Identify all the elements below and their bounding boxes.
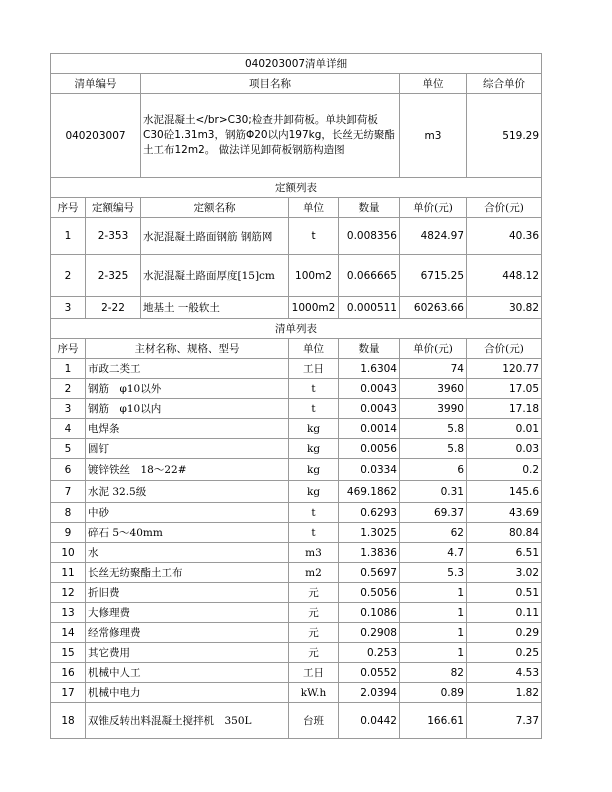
quota-price: 60263.66 bbox=[400, 297, 467, 319]
material-price: 5.8 bbox=[400, 419, 467, 439]
material-no: 5 bbox=[51, 439, 86, 459]
material-name: 电焊条 bbox=[86, 419, 289, 439]
quota-unit: 100m2 bbox=[289, 255, 339, 297]
material-unit: 元 bbox=[289, 583, 339, 603]
material-qty: 0.5056 bbox=[339, 583, 400, 603]
material-no: 3 bbox=[51, 399, 86, 419]
material-total: 145.6 bbox=[467, 481, 542, 503]
material-name: 圆钉 bbox=[86, 439, 289, 459]
quota-code: 2-22 bbox=[86, 297, 141, 319]
material-no: 12 bbox=[51, 583, 86, 603]
col-header-name: 项目名称 bbox=[141, 74, 400, 94]
materials-title: 清单列表 bbox=[51, 319, 542, 339]
quota-header-name: 定额名称 bbox=[141, 198, 289, 218]
material-qty: 0.1086 bbox=[339, 603, 400, 623]
quota-no: 3 bbox=[51, 297, 86, 319]
bill-name: 水泥混凝土</br>C30;检查井卸荷板。单块卸荷板C30砼1.31m3，钢筋Φ20以内197kg，长丝无纺聚酯土工布12m2。 做法详见卸荷板钢筋构造图 bbox=[141, 94, 400, 178]
quota-title: 定额列表 bbox=[51, 178, 542, 198]
material-total: 6.51 bbox=[467, 543, 542, 563]
materials-header-price: 单价(元) bbox=[400, 339, 467, 359]
material-row bbox=[51, 683, 542, 703]
material-unit: 工日 bbox=[289, 359, 339, 379]
material-no: 6 bbox=[51, 459, 86, 481]
material-row bbox=[51, 663, 542, 683]
material-unit: 工日 bbox=[289, 663, 339, 683]
material-price: 166.61 bbox=[400, 703, 467, 739]
col-header-code: 清单编号 bbox=[51, 74, 141, 94]
material-unit: kg bbox=[289, 419, 339, 439]
quota-row bbox=[51, 255, 542, 297]
material-unit: 元 bbox=[289, 643, 339, 663]
material-row bbox=[51, 523, 542, 543]
material-qty: 1.3025 bbox=[339, 523, 400, 543]
quota-qty: 0.000511 bbox=[339, 297, 400, 319]
col-header-price: 综合单价 bbox=[467, 74, 542, 94]
quota-row bbox=[51, 218, 542, 255]
material-price: 82 bbox=[400, 663, 467, 683]
material-price: 74 bbox=[400, 359, 467, 379]
material-total: 120.77 bbox=[467, 359, 542, 379]
material-name: 水 bbox=[86, 543, 289, 563]
material-price: 1 bbox=[400, 643, 467, 663]
material-qty: 0.0014 bbox=[339, 419, 400, 439]
quota-header-row bbox=[51, 198, 542, 218]
quota-header-total: 合价(元) bbox=[467, 198, 542, 218]
quota-total: 40.36 bbox=[467, 218, 542, 255]
material-total: 43.69 bbox=[467, 503, 542, 523]
material-price: 1 bbox=[400, 603, 467, 623]
material-total: 0.29 bbox=[467, 623, 542, 643]
material-name: 经常修理费 bbox=[86, 623, 289, 643]
material-no: 16 bbox=[51, 663, 86, 683]
material-unit: 元 bbox=[289, 603, 339, 623]
material-total: 3.02 bbox=[467, 563, 542, 583]
bill-detail-table bbox=[50, 53, 542, 739]
quota-header-qty: 数量 bbox=[339, 198, 400, 218]
material-total: 17.05 bbox=[467, 379, 542, 399]
material-no: 1 bbox=[51, 359, 86, 379]
quota-name: 水泥混凝土路面钢筋 钢筋网 bbox=[141, 218, 289, 255]
material-no: 17 bbox=[51, 683, 86, 703]
material-name: 双锥反转出料混凝土搅拌机 350L bbox=[86, 703, 289, 739]
materials-header-unit: 单位 bbox=[289, 339, 339, 359]
quota-code: 2-325 bbox=[86, 255, 141, 297]
material-total: 7.37 bbox=[467, 703, 542, 739]
material-price: 62 bbox=[400, 523, 467, 543]
quota-header-unit: 单位 bbox=[289, 198, 339, 218]
material-no: 10 bbox=[51, 543, 86, 563]
material-name: 镀锌铁丝 18～22# bbox=[86, 459, 289, 481]
material-name: 折旧费 bbox=[86, 583, 289, 603]
bill-title: 040203007清单详细 bbox=[51, 54, 542, 74]
materials-header-qty: 数量 bbox=[339, 339, 400, 359]
material-total: 4.53 bbox=[467, 663, 542, 683]
material-name: 钢筋 φ10以外 bbox=[86, 379, 289, 399]
material-total: 0.25 bbox=[467, 643, 542, 663]
quota-title-row bbox=[51, 178, 542, 198]
material-name: 机械中电力 bbox=[86, 683, 289, 703]
material-row bbox=[51, 359, 542, 379]
material-name: 碎石 5～40mm bbox=[86, 523, 289, 543]
material-qty: 1.3836 bbox=[339, 543, 400, 563]
material-qty: 0.253 bbox=[339, 643, 400, 663]
bill-unit: m3 bbox=[400, 94, 467, 178]
material-qty: 0.0552 bbox=[339, 663, 400, 683]
material-total: 17.18 bbox=[467, 399, 542, 419]
material-unit: t bbox=[289, 399, 339, 419]
material-no: 9 bbox=[51, 523, 86, 543]
bill-code: 040203007 bbox=[51, 94, 141, 178]
material-qty: 469.1862 bbox=[339, 481, 400, 503]
material-row bbox=[51, 379, 542, 399]
material-total: 80.84 bbox=[467, 523, 542, 543]
material-total: 0.01 bbox=[467, 419, 542, 439]
material-qty: 0.6293 bbox=[339, 503, 400, 523]
material-name: 长丝无纺聚酯土工布 bbox=[86, 563, 289, 583]
material-name: 机械中人工 bbox=[86, 663, 289, 683]
material-row bbox=[51, 563, 542, 583]
material-price: 5.3 bbox=[400, 563, 467, 583]
material-no: 7 bbox=[51, 481, 86, 503]
quota-name: 地基土 一般软土 bbox=[141, 297, 289, 319]
col-header-unit: 单位 bbox=[400, 74, 467, 94]
quota-unit: 1000m2 bbox=[289, 297, 339, 319]
material-name: 大修理费 bbox=[86, 603, 289, 623]
material-qty: 0.0442 bbox=[339, 703, 400, 739]
material-price: 69.37 bbox=[400, 503, 467, 523]
material-qty: 0.2908 bbox=[339, 623, 400, 643]
quota-price: 6715.25 bbox=[400, 255, 467, 297]
material-unit: kg bbox=[289, 481, 339, 503]
material-unit: kW.h bbox=[289, 683, 339, 703]
material-row bbox=[51, 543, 542, 563]
material-no: 13 bbox=[51, 603, 86, 623]
material-row bbox=[51, 603, 542, 623]
quota-no: 1 bbox=[51, 218, 86, 255]
title-row bbox=[51, 54, 542, 74]
material-total: 0.03 bbox=[467, 439, 542, 459]
material-price: 1 bbox=[400, 623, 467, 643]
material-no: 4 bbox=[51, 419, 86, 439]
quota-qty: 0.066665 bbox=[339, 255, 400, 297]
quota-header-price: 单价(元) bbox=[400, 198, 467, 218]
material-unit: kg bbox=[289, 439, 339, 459]
material-unit: m2 bbox=[289, 563, 339, 583]
material-price: 5.8 bbox=[400, 439, 467, 459]
material-no: 11 bbox=[51, 563, 86, 583]
material-name: 其它费用 bbox=[86, 643, 289, 663]
material-no: 2 bbox=[51, 379, 86, 399]
material-row bbox=[51, 503, 542, 523]
bill-row bbox=[51, 94, 542, 178]
material-row bbox=[51, 459, 542, 481]
material-row bbox=[51, 419, 542, 439]
material-unit: t bbox=[289, 523, 339, 543]
material-name: 水泥 32.5级 bbox=[86, 481, 289, 503]
material-price: 3960 bbox=[400, 379, 467, 399]
material-qty: 0.0043 bbox=[339, 379, 400, 399]
material-unit: kg bbox=[289, 459, 339, 481]
quota-code: 2-353 bbox=[86, 218, 141, 255]
material-total: 0.51 bbox=[467, 583, 542, 603]
quota-header-no: 序号 bbox=[51, 198, 86, 218]
material-total: 1.82 bbox=[467, 683, 542, 703]
material-unit: m3 bbox=[289, 543, 339, 563]
bill-header-row bbox=[51, 74, 542, 94]
material-qty: 0.0334 bbox=[339, 459, 400, 481]
material-row bbox=[51, 481, 542, 503]
material-name: 钢筋 φ10以内 bbox=[86, 399, 289, 419]
quota-total: 30.82 bbox=[467, 297, 542, 319]
materials-header-name: 主材名称、规格、型号 bbox=[86, 339, 289, 359]
material-unit: t bbox=[289, 379, 339, 399]
material-no: 8 bbox=[51, 503, 86, 523]
material-qty: 2.0394 bbox=[339, 683, 400, 703]
material-price: 0.89 bbox=[400, 683, 467, 703]
material-name: 市政二类工 bbox=[86, 359, 289, 379]
bill-price: 519.29 bbox=[467, 94, 542, 178]
material-qty: 0.0043 bbox=[339, 399, 400, 419]
material-qty: 0.5697 bbox=[339, 563, 400, 583]
quota-price: 4824.97 bbox=[400, 218, 467, 255]
material-row bbox=[51, 399, 542, 419]
material-price: 3990 bbox=[400, 399, 467, 419]
material-no: 14 bbox=[51, 623, 86, 643]
material-price: 1 bbox=[400, 583, 467, 603]
material-total: 0.11 bbox=[467, 603, 542, 623]
material-row bbox=[51, 623, 542, 643]
materials-header-total: 合价(元) bbox=[467, 339, 542, 359]
table-body bbox=[51, 54, 542, 739]
quota-no: 2 bbox=[51, 255, 86, 297]
material-row bbox=[51, 643, 542, 663]
material-name: 中砂 bbox=[86, 503, 289, 523]
material-price: 6 bbox=[400, 459, 467, 481]
material-row bbox=[51, 703, 542, 739]
quota-unit: t bbox=[289, 218, 339, 255]
material-no: 18 bbox=[51, 703, 86, 739]
material-unit: 元 bbox=[289, 623, 339, 643]
material-row bbox=[51, 439, 542, 459]
material-row bbox=[51, 583, 542, 603]
material-price: 0.31 bbox=[400, 481, 467, 503]
materials-header-row bbox=[51, 339, 542, 359]
quota-qty: 0.008356 bbox=[339, 218, 400, 255]
material-price: 4.7 bbox=[400, 543, 467, 563]
material-unit: t bbox=[289, 503, 339, 523]
quota-row bbox=[51, 297, 542, 319]
materials-title-row bbox=[51, 319, 542, 339]
quota-header-code: 定额编号 bbox=[86, 198, 141, 218]
materials-header-no: 序号 bbox=[51, 339, 86, 359]
material-unit: 台班 bbox=[289, 703, 339, 739]
quota-name: 水泥混凝土路面厚度[15]cm bbox=[141, 255, 289, 297]
material-no: 15 bbox=[51, 643, 86, 663]
quota-total: 448.12 bbox=[467, 255, 542, 297]
material-total: 0.2 bbox=[467, 459, 542, 481]
material-qty: 0.0056 bbox=[339, 439, 400, 459]
material-qty: 1.6304 bbox=[339, 359, 400, 379]
